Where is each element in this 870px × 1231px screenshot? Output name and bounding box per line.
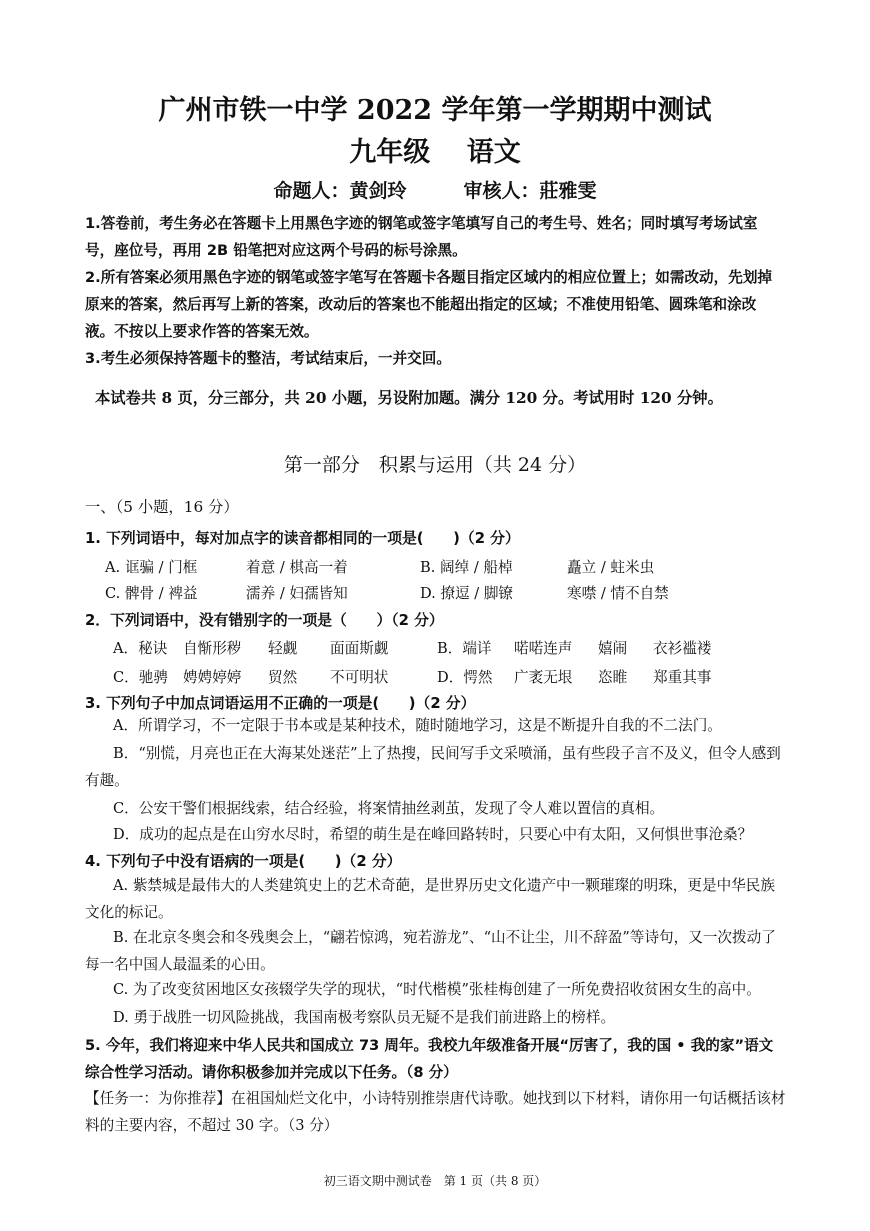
- exam-title: 广州市铁一中学 2022 学年第一学期期中测试: [158, 95, 712, 126]
- q2-d-word3: 恣睢: [598, 669, 628, 686]
- q1-option-c-pair: 濡养 / 妇孺皆知: [246, 585, 348, 602]
- q1-option-c: C. 髀骨 / 裨益: [105, 585, 198, 602]
- q2-c-word3: 贸然: [268, 669, 298, 686]
- notice-3: 3.考生必须保持答题卡的整洁，考试结束后，一并交回。: [85, 350, 451, 367]
- q4-option-d: D. 勇于战胜一切风险挑战，我国南极考察队员无疑不是我们前进路上的榜样。: [113, 1009, 616, 1026]
- q1-option-b: B. 阔绰 / 船棹: [420, 559, 513, 576]
- q4-option-c: C. 为了改变贫困地区女孩辍学失学的现状，“时代楷模”张桂梅创建了一所免费招收贫困女生的高中。: [113, 981, 761, 998]
- grade-subject: 九年级 语文: [349, 137, 521, 168]
- q1-option-d-pair: 寒噤 / 情不自禁: [567, 585, 669, 602]
- q4-option-a: A. 紫禁城是最伟大的人类建筑史上的艺术奇葩，是世界历史文化遗产中一颗璀璨的明珠，更是中华民族文化的标记。: [85, 877, 775, 921]
- q2-a-word2: 自惭形秽: [183, 640, 242, 657]
- q3-option-d: D．成功的起点是在山穷水尽时，希望的萌生是在峰回路转时，只要心中有太阳，又何惧世事沧桑？: [113, 826, 753, 843]
- group-heading: 一、（5 小题，16 分）: [85, 498, 239, 516]
- q4-stem: 4. 下列句子中没有语病的一项是( )（2 分）: [85, 853, 402, 870]
- q4-option-b: B. 在北京冬奥会和冬残奥会上，“翩若惊鸿，宛若游龙”、“山不让尘，川不辞盈”等诗句，又一次拨动了每一名中国人最温柔的心田。: [85, 929, 776, 973]
- q2-b-word2: 喏喏连声: [514, 640, 573, 657]
- q2-b-word3: 嬉闹: [598, 640, 628, 657]
- notice-2: 2.所有答案必须用黑色字迹的钢笔或签字笔写在答题卡各题目指定区域内的相应位置上；如需改动，先划掉原来的答案，然后再写上新的答案，改动后的答案也不能超出指定的区域；不准使用铅笔、圆珠笔和涂改液。不按以上要求作答的答案无效。: [85, 269, 773, 340]
- q3-option-c: C．公安干警们根据线索，结合经验，将案情抽丝剥茧，发现了令人难以置信的真相。: [113, 800, 665, 817]
- q1-option-b-pair: 矗立 / 蛀米虫: [567, 559, 655, 576]
- q2-a-label: A．秘诀: [113, 640, 168, 657]
- q2-b-label: B．端详: [437, 640, 492, 657]
- q2-c-word4: 不可明状: [330, 669, 389, 686]
- q5-stem: 5. 今年，我们将迎来中华人民共和国成立 73 周年。我校九年级准备开展“厉害了，我的国 • 我的家”语文综合性学习活动。请你积极参加并完成以下任务。（8 分）: [85, 1037, 774, 1081]
- q2-d-word2: 广袤无垠: [514, 669, 573, 686]
- q2-a-word3: 轻觑: [268, 640, 298, 657]
- q1-option-d: D. 撩逗 / 脚镣: [420, 585, 514, 602]
- q2-d-word4: 郑重其事: [653, 669, 712, 686]
- q2-stem: 2．下列词语中，没有错别字的一项是（ ）（2 分）: [85, 612, 444, 629]
- notice-1: 1.答卷前，考生务必在答题卡上用黑色字迹的钢笔或签字笔填写自己的考生号、姓名；同时填写考场试室号，座位号，再用 2B 铅笔把对应这两个号码的标号涂黑。: [85, 215, 758, 259]
- q2-c-label: C．驰骋: [113, 669, 168, 686]
- q2-b-word4: 衣衫褴褛: [653, 640, 712, 657]
- q2-c-word2: 娉娉婷婷: [183, 669, 242, 686]
- q1-stem: 1. 下列词语中，每对加点字的读音都相同的一项是( )（2 分）: [85, 530, 520, 547]
- part1-heading: 第一部分 积累与运用（共 24 分）: [283, 454, 587, 476]
- q1-option-a: A. 诓骗 / 门框: [105, 559, 198, 576]
- q3-option-a: A．所谓学习，不一定限于书本或是某种技术，随时随地学习，这是不断提升自我的不二法门。: [113, 717, 722, 734]
- q1-option-a-pair: 着意 / 棋高一着: [246, 559, 348, 576]
- q3-stem: 3. 下列句子中加点词语运用不正确的一项是( )（2 分）: [85, 695, 476, 712]
- q2-d-label: D．愕然: [437, 669, 493, 686]
- q2-a-word4: 面面斯觑: [330, 640, 389, 657]
- page-footer: 初三语文期中测试卷 第 1 页（共 8 页）: [323, 1174, 547, 1188]
- q5-task1: 【任务一：为你推荐】在祖国灿烂文化中，小诗特别推崇唐代诗歌。她找到以下材料，请你用一句话概括该材料的主要内容，不超过 30 字。（3 分）: [85, 1090, 786, 1134]
- authors-line: 命题人：黄剑玲 审核人：莊雅雯: [273, 180, 597, 202]
- exam-summary: 本试卷共 8 页，分三部分，共 20 小题，另设附加题。满分 120 分。考试用时 120 分钟。: [95, 389, 723, 407]
- q3-option-b: B．“别慌，月亮也正在大海某处迷茫”上了热搜，民间写手文采喷涌，虽有些段子言不及义，但令人感到有趣。: [85, 745, 781, 789]
